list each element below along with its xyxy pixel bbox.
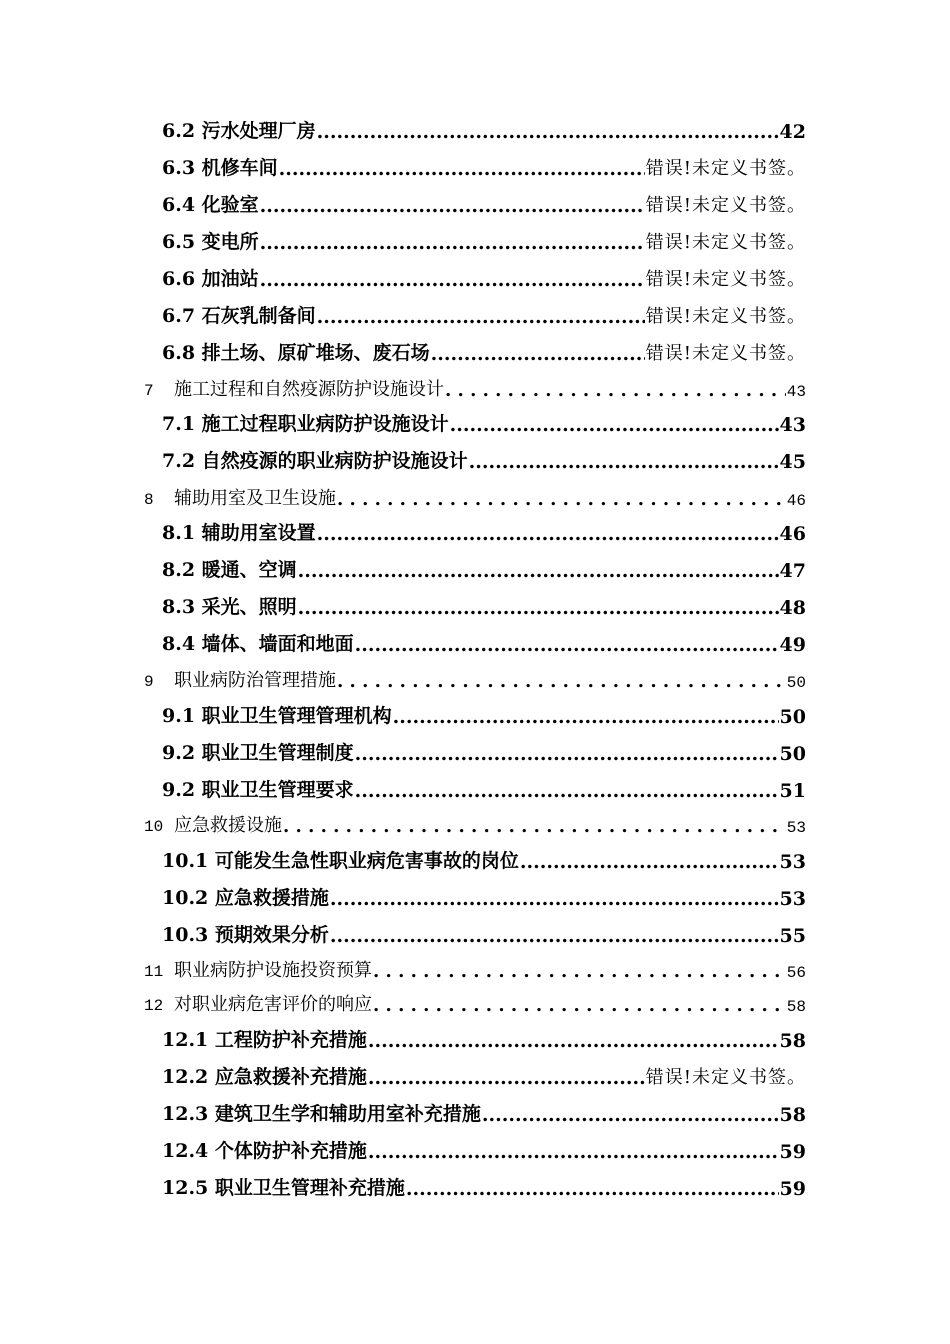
toc-entry-label: 10.3 预期效果分析: [162, 924, 329, 946]
toc-entry-label: [144, 484, 336, 510]
toc-chapter-entry[interactable]: [144, 986, 806, 1016]
toc-page-number: 46: [779, 523, 806, 545]
toc-page-number: 56: [786, 964, 806, 982]
toc-page-number: 58: [779, 1030, 806, 1052]
toc-page-number: 50: [786, 674, 806, 692]
toc-entry-label: [144, 375, 444, 401]
toc-dot-leader: [279, 158, 645, 180]
toc-entry-label: 6.6 加油站: [162, 268, 259, 290]
toc-dot-leader: [406, 1178, 779, 1200]
toc-section-entry[interactable]: [162, 150, 806, 180]
toc-section-entry[interactable]: [162, 589, 806, 619]
toc-section-entry[interactable]: [162, 224, 806, 254]
toc-dot-leader: [431, 343, 645, 365]
toc-page-number: 47: [779, 560, 806, 582]
toc-dot-leader: [373, 995, 786, 1016]
toc-page-number: 58: [779, 1104, 806, 1126]
toc-dot-leader: [355, 634, 779, 656]
toc-section-entry[interactable]: [162, 113, 806, 143]
toc-entry-label: 8.3 采光、照明: [162, 596, 297, 618]
toc-chapter-title: 施工过程和自然疫源防护设施设计: [174, 379, 444, 400]
toc-page-number: 53: [779, 851, 806, 873]
toc-page-number: 59: [779, 1178, 806, 1200]
toc-entry-label: 9.2 职业卫生管理要求: [162, 779, 354, 801]
toc-dot-leader: [298, 560, 779, 582]
toc-dot-leader: [337, 671, 786, 692]
toc-page-number: 50: [779, 706, 806, 728]
toc-chapter-number: 11: [144, 963, 164, 981]
toc-dot-leader: [317, 306, 645, 328]
toc-chapter-title: 辅助用室及卫生设施: [174, 488, 336, 509]
toc-entry-label: 10.1 可能发生急性职业病危害事故的岗位: [162, 850, 519, 872]
toc-page-number: 53: [786, 819, 806, 837]
toc-dot-leader: [373, 961, 786, 982]
toc-entry-label: 12.2 应急救援补充措施: [162, 1066, 367, 1088]
toc-entry-label: 6.5 变电所: [162, 231, 259, 253]
toc-page-number: 59: [779, 1141, 806, 1163]
toc-entry-label: 12.3 建筑卫生学和辅助用室补充措施: [162, 1103, 481, 1125]
toc-dot-leader: [330, 888, 779, 910]
toc-page-number: 46: [786, 492, 806, 510]
toc-entry-label: 12.5 职业卫生管理补充措施: [162, 1177, 405, 1199]
toc-page-number: 48: [779, 597, 806, 619]
toc-chapter-number: 10: [144, 818, 164, 836]
toc-dot-leader: [260, 195, 645, 217]
toc-entry-label: 8.4 墙体、墙面和地面: [162, 633, 354, 655]
toc-entry-label: 9.2 职业卫生管理制度: [162, 742, 354, 764]
toc-dot-leader: [368, 1030, 779, 1052]
toc-entry-label: [144, 990, 372, 1016]
toc-page-number: 43: [779, 414, 806, 436]
toc-chapter-entry[interactable]: [144, 371, 806, 401]
toc-entry-label: 6.3 机修车间: [162, 157, 278, 179]
toc-entry-label: 6.2 污水处理厂房: [162, 120, 316, 142]
toc-section-entry[interactable]: [162, 843, 806, 873]
toc-dot-leader: [317, 523, 779, 545]
toc-dot-leader: [469, 451, 779, 473]
toc-section-entry[interactable]: [162, 880, 806, 910]
toc-section-entry[interactable]: [162, 552, 806, 582]
toc-section-entry[interactable]: [162, 1133, 806, 1163]
toc-section-entry[interactable]: [162, 515, 806, 545]
toc-entry-label: 8.2 暖通、空调: [162, 559, 297, 581]
toc-section-entry[interactable]: [162, 443, 806, 473]
toc-chapter-number: 7: [144, 382, 154, 400]
toc-dot-leader: [298, 597, 779, 619]
toc-page-number: 53: [779, 888, 806, 910]
toc-bookmark-error: 错误!未定义书签。: [645, 158, 806, 179]
toc-bookmark-error: 错误!未定义书签。: [645, 343, 806, 364]
toc-dot-leader: [337, 489, 786, 510]
toc-bookmark-error: 错误!未定义书签。: [645, 1067, 806, 1088]
toc-section-entry[interactable]: [162, 1096, 806, 1126]
toc-dot-leader: [355, 780, 779, 802]
toc-bookmark-error: 错误!未定义书签。: [645, 269, 806, 290]
toc-chapter-title: 应急救援设施: [174, 815, 282, 836]
toc-section-entry[interactable]: [162, 1170, 806, 1200]
toc-page-number: 58: [786, 998, 806, 1016]
toc-chapter-title: 职业病防治管理措施: [174, 670, 336, 691]
toc-chapter-number: 12: [144, 997, 164, 1015]
toc-entry-label: 6.4 化验室: [162, 194, 259, 216]
toc-dot-leader: [260, 232, 645, 254]
toc-page-number: 50: [779, 743, 806, 765]
toc-page-number: 45: [779, 451, 806, 473]
toc-dot-leader: [260, 269, 645, 291]
toc-section-entry[interactable]: [162, 406, 806, 436]
toc-page-number: 42: [779, 121, 806, 143]
toc-bookmark-error: 错误!未定义书签。: [645, 306, 806, 327]
toc-entry-label: 6.8 排土场、原矿堆场、废石场: [162, 342, 430, 364]
toc-chapter-entry[interactable]: [144, 952, 806, 982]
toc-dot-leader: [283, 816, 786, 837]
toc-section-entry[interactable]: [162, 917, 806, 947]
toc-bookmark-error: 错误!未定义书签。: [645, 232, 806, 253]
toc-section-entry[interactable]: [162, 335, 806, 365]
toc-entry-label: 6.7 石灰乳制备间: [162, 305, 316, 327]
toc-chapter-number: 8: [144, 491, 154, 509]
toc-entry-label: 8.1 辅助用室设置: [162, 522, 316, 544]
toc-dot-leader: [368, 1067, 645, 1089]
toc-section-entry[interactable]: [162, 698, 806, 728]
toc-bookmark-error: 错误!未定义书签。: [645, 195, 806, 216]
toc-chapter-entry[interactable]: [144, 662, 806, 692]
toc-dot-leader: [393, 706, 779, 728]
toc-entry-label: 12.4 个体防护补充措施: [162, 1140, 367, 1162]
toc-section-entry[interactable]: [162, 187, 806, 217]
toc-entry-label: [144, 666, 336, 692]
toc-page-number: 55: [779, 925, 806, 947]
toc-entry-label: [144, 811, 282, 837]
toc-page-number: 51: [779, 780, 806, 802]
toc-section-entry[interactable]: [162, 626, 806, 656]
toc-dot-leader: [317, 121, 779, 143]
toc-entry-label: [144, 956, 372, 982]
toc-section-entry[interactable]: [162, 772, 806, 802]
toc-section-entry[interactable]: [162, 298, 806, 328]
toc-dot-leader: [482, 1104, 779, 1126]
toc-entry-label: 7.2 自然疫源的职业病防护设施设计: [162, 450, 468, 472]
toc-chapter-number: 9: [144, 673, 154, 691]
toc-section-entry[interactable]: [162, 261, 806, 291]
toc-entry-label: 10.2 应急救援措施: [162, 887, 329, 909]
toc-entry-label: 12.1 工程防护补充措施: [162, 1029, 367, 1051]
toc-dot-leader: [355, 743, 779, 765]
toc-entry-label: 7.1 施工过程职业病防护设施设计: [162, 413, 449, 435]
toc-entry-label: 9.1 职业卫生管理管理机构: [162, 705, 392, 727]
toc-page-number: 49: [779, 634, 806, 656]
toc-dot-leader: [330, 925, 779, 947]
toc-dot-leader: [450, 414, 779, 436]
toc-dot-leader: [368, 1141, 779, 1163]
toc-dot-leader: [520, 851, 779, 873]
toc-section-entry[interactable]: [162, 1059, 806, 1089]
toc-chapter-entry[interactable]: [144, 807, 806, 837]
toc-dot-leader: [445, 380, 786, 401]
toc-page-number: 43: [786, 383, 806, 401]
toc-section-entry[interactable]: [162, 735, 806, 765]
toc-chapter-entry[interactable]: [144, 480, 806, 510]
toc-chapter-title: 对职业病危害评价的响应: [174, 994, 372, 1015]
toc-chapter-title: 职业病防护设施投资预算: [174, 960, 372, 981]
toc-section-entry[interactable]: [162, 1022, 806, 1052]
